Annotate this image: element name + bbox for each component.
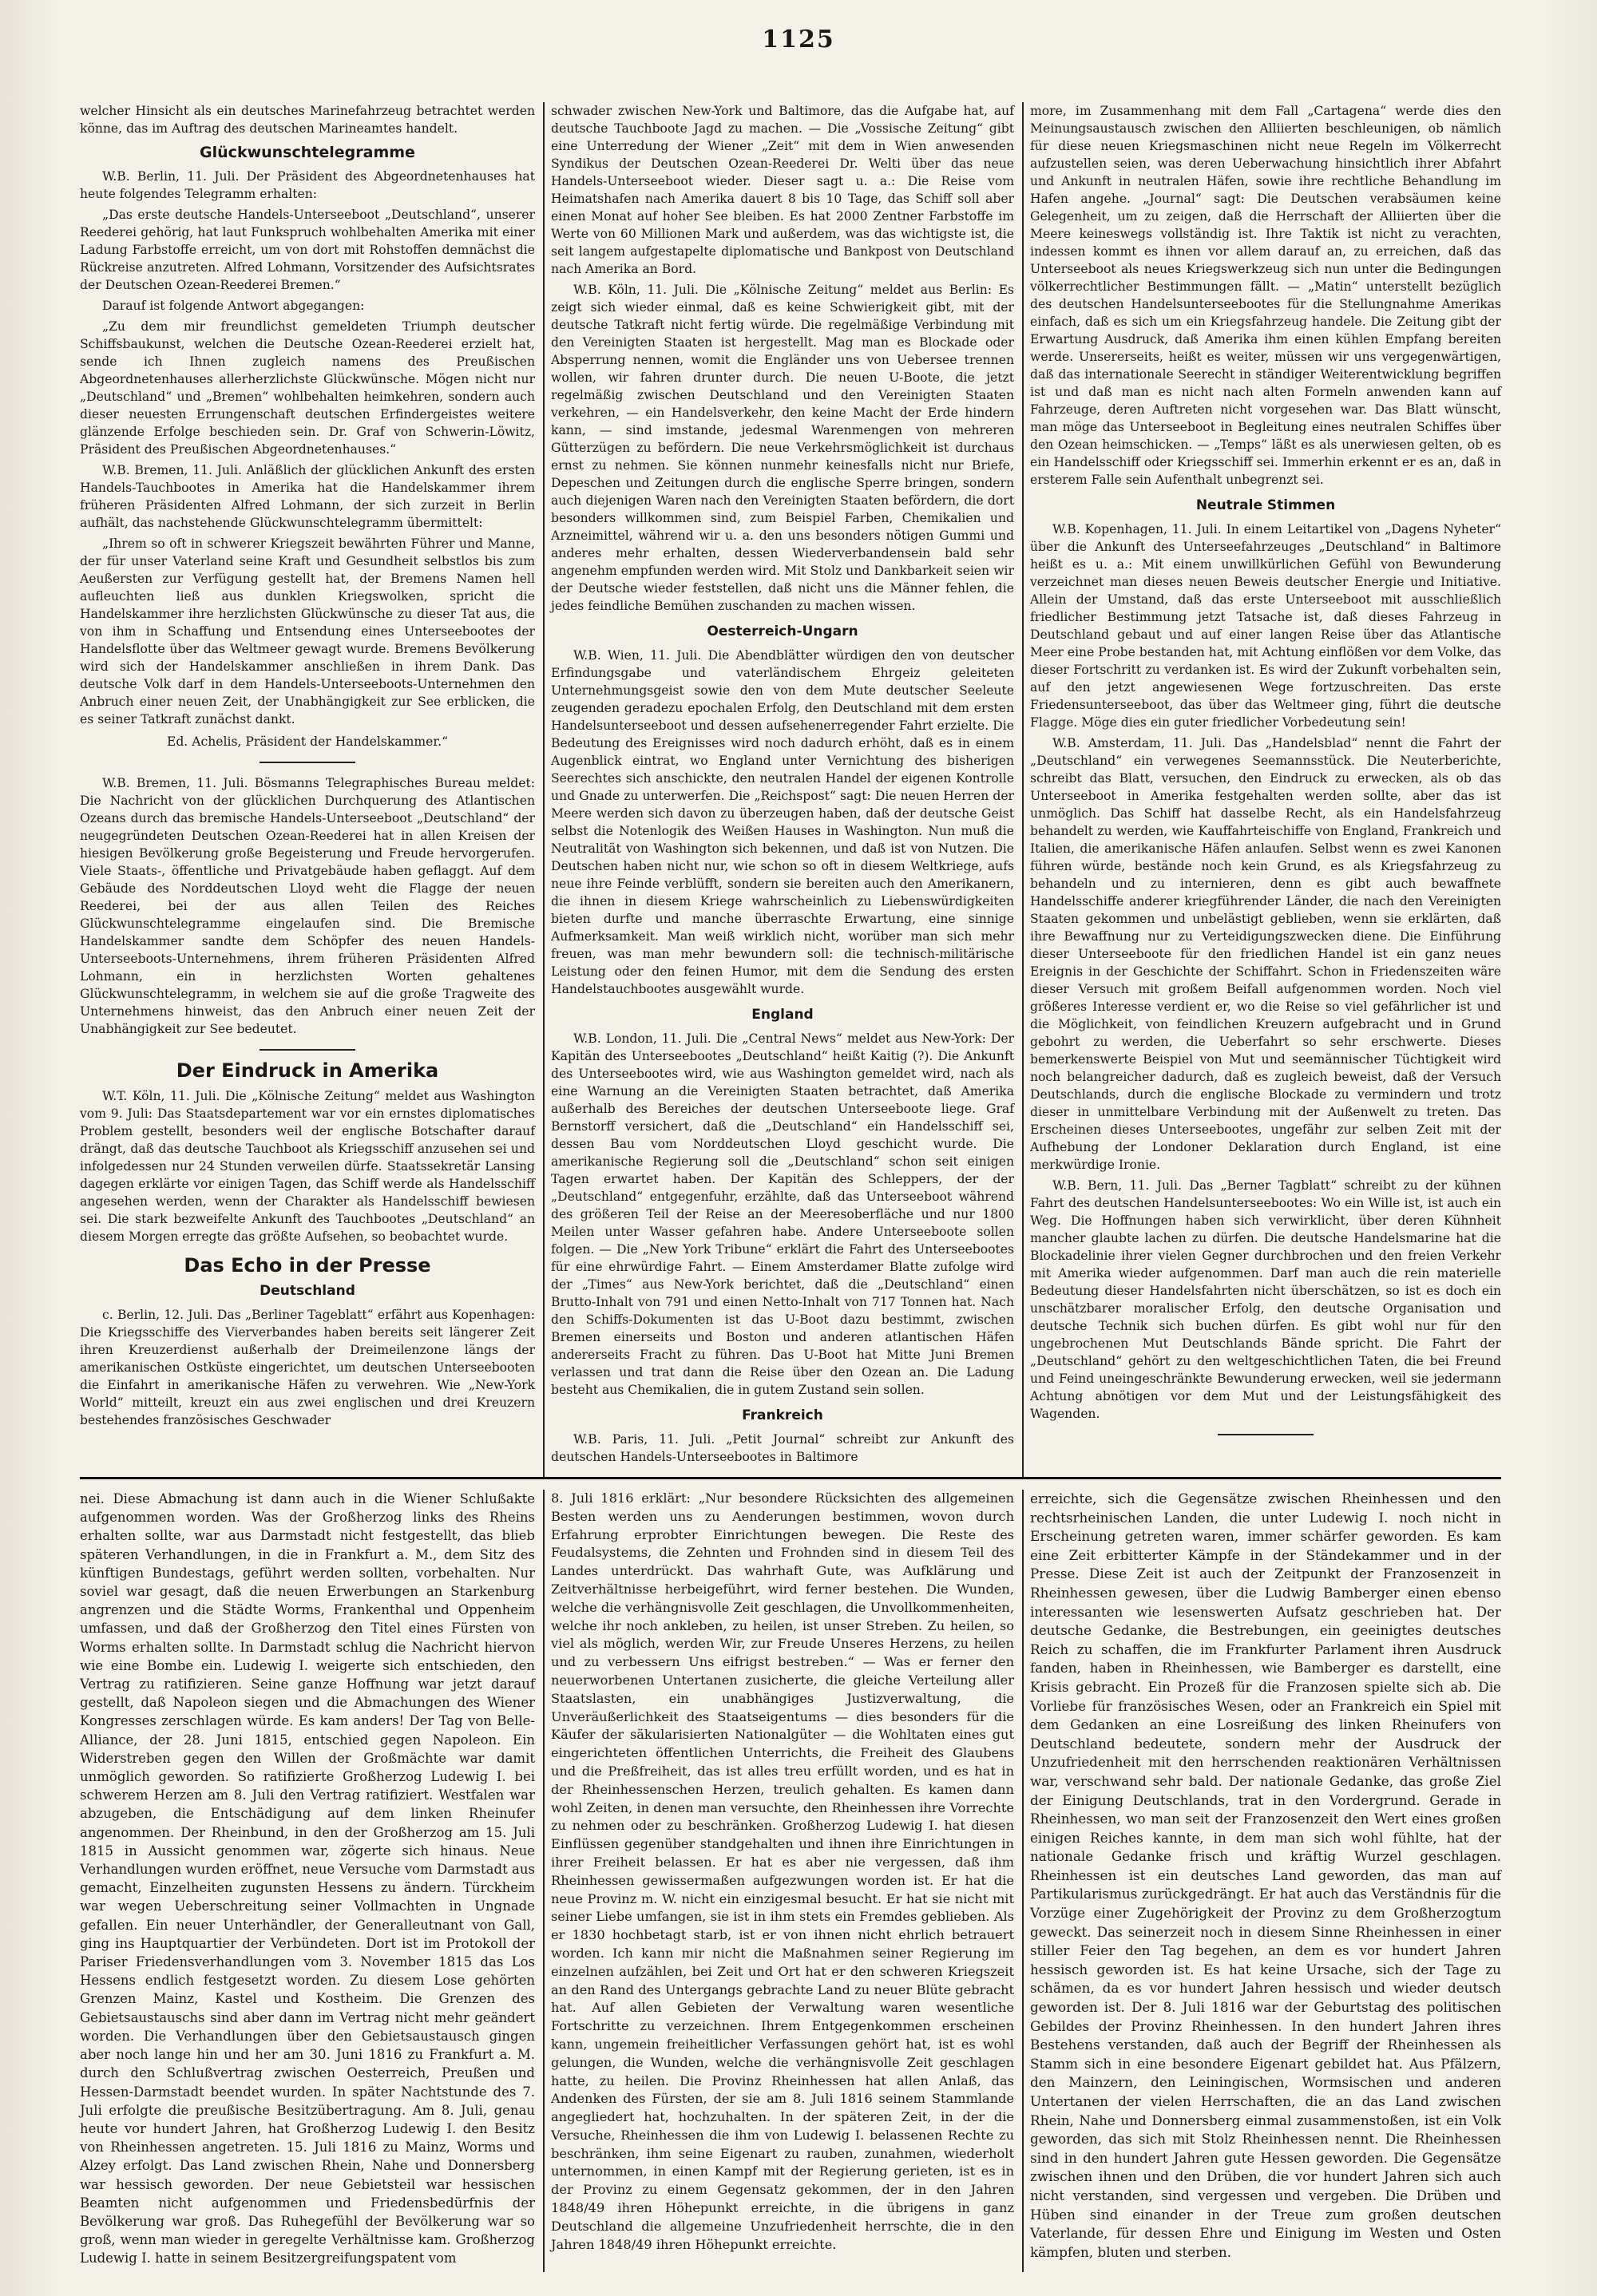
column-divider: [543, 1490, 545, 2272]
page-number: 1125: [762, 26, 835, 53]
column-2: [551, 102, 1014, 1469]
article-paragraph: W.B. Bern, 11. Juli. Das „Berner Tagblatt“ schreibt zu der kühnen Fahrt des deutschen Handelsunterseebootes: Wo ein Wille ist, ist auch ein Weg. Die Hoffnungen haben sich verwirklicht, über deren Kühnheit mancher glaubte lachen zu dürfen. Die deutsche Handelsmarine hat die Blockadelinie ihrer vielen Gegner durchbrochen und den freien Verkehr mit Amerika wieder aufgenommen. Darf man auch die rein materielle Bedeutung dieser Handelsfahrten nicht überschätzen, so ist es doch ein unschätzbarer moralischer Erfolg, den deutsche Organisation und deutsche Technik sich buchen dürfen. Es gibt wohl nur für den ungebrochenen Mut Deutschlands Bände spricht. Die Fahrt der „Deutschland“ gehört zu den weltgeschichtlichen Taten, die bei Freund und Feind uneingeschränkte Bewunderung erwecken, weil sie jedermann Achtung abnötigen vor dem Mut und der Leistungsfähigkeit des Wagenden.: [1030, 1178, 1501, 1421]
scan-edge-left: [0, 0, 64, 2296]
article-paragraph: W.B. Kopenhagen, 11. Juli. In einem Leitartikel von „Dagens Nyheter“ über die Ankunft des Unterseefahrzeuges „Deutschland“ in Baltimore heißt es u. a.: Mit einem unwillkürlichen Gefühl von Bewunderung verzeichnet man dieses neuen Beweis deutscher Energie und Initiative. Allein der Umstand, daß das erste Unterseeboot mit ausschließlich friedlicher Bestimmung jetzt Tatsache ist, daß dieses Fahrzeug in Deutschland gebaut und auf einer langen Reise über das Atlantische Meer eine Probe bestanden hat, mit Achtung einflößen vor dem Volke, das dieser Fortschritt zu verdanken ist. Es wird der Zukunft vorbehalten sein, auf den jetzt angewiesenen Wege fortzuschreiten. Das erste Friedensunterseeboot, das über das Weltmeer ging, führt die deutsche Flagge. Möge dies ein guter friedlicher Vorbedeutung sein!: [1030, 522, 1501, 730]
subsection-heading: Deutschland: [260, 1283, 355, 1299]
column-3: [1030, 102, 1501, 1447]
article-paragraph: W.B. Amsterdam, 11. Juli. Das „Handelsblad“ nennt die Fahrt der „Deutschland“ ein verwegenes Seemannsstück. Die Neuterberichte, schreibt das Blatt, versuchen, den Eindruck zu erwecken, als ob das Unterseeboot in Amerika festgehalten werden sollte, aber das ist unmöglich. Das Schiff hat dasselbe Recht, als ein Handelsfahrzeug behandelt zu werden, wie Kauffahrteischiffe von England, Frankreich und Italien, die amerikanische Häfen anlaufen. Selbst wenn es zwei Kanonen führen würde, bestände noch kein Grund, es als Kriegsfahrzeug zu behandeln und zu internieren, denn es gibt auch bewaffnete Handelsschiffe anderer kriegführender Länder, die nach den Vereinigten Staaten gekommen und unbelästigt geblieben, wenn sie erklärten, daß ihre Bewaffnung nur zu Verteidigungszwecken diene. Die Einführung dieser Unterseeboote für den friedlichen Handel ist ein ganz neues Ereignis in der Geschichte der Schiffahrt. Schon in Friedenszeiten wäre dieser Versuch mit großem Beifall aufgenommen worden. Noch viel größeres Interesse verdient er, wo die Reise so viel gefährlicher ist und die Möglichkeit, von feindlichen Kreuzern aufgebracht und in Grund gebohrt zu werden, die Ueberfahrt so sehr erschwerte. Dieses bemerkenswerte Beispiel von Mut und seemännischer Tüchtigkeit wird noch belangreicher dadurch, daß es zugleich beweist, daß der Versuch Deutschlands, durch die englische Blockade zu vermindern und trotz dieser in unmittelbare Verbindung mit der Außenwelt zu treten. Das Erscheinen dieses Unterseebootes, ungefähr zur selben Zeit mit der Aufhebung der Londoner Deklaration durch England, ist eine merkwürdige Ironie.: [1030, 736, 1501, 1172]
article-paragraph: „Zu dem mir freundlichst gemeldeten Triumph deutscher Schiffsbaukunst, welchen die Deutsche Ozean-Reederei erzielt hat, sende ich Ihnen zugleich namens des Preußischen Abgeordnetenhauses allerherzlichste Glückwünsche. Mögen nicht nur „Deutschland“ und „Bremen“ wohlbehalten heimkehren, sondern auch dieser neuesten Errungenschaft deutschen Erfindergeistes weitere glänzende Erfolge beschieden sein. Dr. Graf von Schwerin-Löwitz, Präsident des Preußischen Abgeordnetenhauses.“: [80, 319, 535, 457]
article-paragraph: W.T. Köln, 11. Juli. Die „Kölnische Zeitung“ meldet aus Washington vom 9. Juli: Das Staatsdepartement war vor ein ernstes diplomatisches Problem gestellt, besonders weil der englische Botschafter darauf drängt, daß das deutsche Tauchboot als Kriegsschiff anzusehen sei und infolgedessen nur 24 Stunden verweilen dürfe. Staatssekretär Lansing dagegen erklärte vor einigen Tagen, das Schiff werde als Handelsschiff angesehen werden, wenn der Charakter als Handelsschiff bewiesen sei. Die stark bezweifelte Ankunft des Tauchbootes „Deutschland“ an diesem Morgen erregte das größte Aufsehen, so beobachtet wurde.: [80, 1089, 535, 1244]
section-divider: [80, 1477, 1501, 1479]
article-paragraph: 8. Juli 1816 erklärt: „Nur besondere Rücksichten des allgemeinen Besten werden uns zu Aenderungen bestimmen, wovon durch Erfahrung erprobter Einrichtungen bewegen. Die Reste des Feudalsystems, die Zehnten und Frohnden sind in diesem Teil des Landes unterdrückt. Das wahrhaft Gute, was Aufklärung und Zeitverhältnisse herbeigeführt, wird ferner bestehen. Die Wunden, welche die verhängnisvolle Zeit geschlagen, die Unvollkommenheiten, welche ihr noch ankleben, zu heilen, ist unser Streben. Zu heilen, so viel als möglich, werden Wir, zur Freude Unseres Herzens, zu heilen und zu verbessern Uns eifrigst bestreben.“ — Was er ferner den neuerworbenen Untertanen zusicherte, die gleiche Verteilung aller Staatslasten, ein unabhängiges Justizverwaltung, die Unveräußerlichkeit des Staatseigentums — dies besonders für die Käufer der säkularisierten Nationalgüter — die Wohltaten eines gut eingerichteten öffentlichen Unterrichts, die Freiheit des Glaubens und die Preßfreiheit, das ist alles treu erfüllt worden, und es hat in der Rheinhessenschen Herzen, treulich gehalten. Es kamen dann wohl Zeiten, in denen man versuchte, den Rheinhessen ihre Vorrechte zu nehmen oder zu beschränken. Großherzog Ludewig I. hat diesen Einflüssen gegenüber standgehalten und ihnen ihre Einrichtungen in ihrer Freiheit belassen. Er hat es aber nie vergessen, daß ihm Rheinhessen gewissermaßen aufgezwungen worden ist. Er hat die neue Provinz m. W. nicht ein einzigesmal besucht. Er hat sie nicht mit seiner Liebe umfangen, sie ist in ihm stets ein Fremdes geblieben. Als er 1830 hochbetagt starb, ist er von ihnen nicht ehrlich betrauert worden. Ich kann mir nicht die Maßnahmen seiner Regierung im einzelnen aufzählen, bei Zeit und Ort hat er den schweren Kriegszeit an den Rand des Untergangs gebrachte Land zu neuer Blüte gebracht hat. Auf allen Gebieten der Verwaltung waren wesentliche Fortschritte zu verzeichnen. Ihrem Entgegenkommen erscheinen kann, ungemein freiheitlicher Verfassungen gehört hat, ist es wohl gelungen, die Wunden, welche die verhängnisvolle Zeit geschlagen hatte, zu heilen. Die Provinz Rheinhessen hat allen Anlaß, das Andenken des Fürsten, der sie am 8. Juli 1816 seinem Stammlande angegliedert hat, hochzuhalten. In der späteren Zeit, in der die Versuche, Rheinhessen die ihm von Ludewig I. belassenen Rechte zu beschränken, ihm seine Eigenart zu rauben, zunahmen, wiederholt unternommen, in einen Kampf mit der Regierung gerieten, ist es in der Provinz zu einem Gegensatz gekommen, der in den Jahren 1848/49 ihren Höhepunkt erreichte, in die übrigens in ganz Deutschland die allgemeine Unzufriedenheit herrschte, die in den Jahren 1848/49 ihren Höhepunkt erreichte.: [551, 1490, 1014, 2252]
column-divider: [543, 102, 545, 1477]
section-heading: Glückwunschtelegramme: [200, 144, 415, 161]
subsection-heading: Neutrale Stimmen: [1195, 497, 1336, 513]
subsection-heading: Frankreich: [742, 1407, 823, 1423]
section-heading: Das Echo in der Presse: [184, 1254, 431, 1277]
subsection-heading: Oesterreich-Ungarn: [707, 623, 858, 639]
column-1: [80, 102, 535, 1432]
article-paragraph: welcher Hinsicht als ein deutsches Marinefahrzeug betrachtet werden könne, das im Auftrag des deutschen Marineamtes handelt.: [80, 104, 535, 136]
subsection-heading: England: [751, 1007, 814, 1023]
article-paragraph: „Das erste deutsche Handels-Unterseeboot „Deutschland“, unserer Reederei gehörig, hat laut Funkspruch wohlbehalten Amerika mit einer Ladung Farbstoffe erreicht, um von dort mit Rohstoffen demnächst die Rückreise anzutreten. Alfred Lohmann, Vorsitzender des Aufsichtsrates der Deutschen Ozean-Reederei Bremen.“: [80, 208, 535, 292]
feuilleton-column-1: [80, 1490, 535, 2271]
short-rule: [1218, 1434, 1314, 1435]
article-paragraph: W.B. Berlin, 11. Juli. Der Präsident des Abgeordnetenhauses hat heute folgendes Telegramm erhalten:: [80, 169, 535, 201]
article-paragraph: more, im Zusammenhang mit dem Fall „Cartagena“ werde dies den Meinungsaustausch zwischen den Alliierten beschleunigen, ob nämlich für diese neuen Kriegsmaschinen nicht neue Regeln im Völkerrecht aufzustellen seien, was deren Ueberwachung hinsichtlich ihrer Abfahrt und Ankunft in neutralen Häfen, sowie ihre rechtliche Behandlung im Hafen angehe. „Journal“ sagt: Die Deutschen verabsäumen keine Gelegenheit, um zu zeigen, daß die Herrschaft der Alliierten über die Meere keineswegs vollständig ist. Ihre Taktik ist nicht zu verachten, indessen kommt es ihnen vor allem darauf an, zu erreichen, daß das Unterseeboot als neues Kriegswerkzeug sich nun unter die Bedingungen völkerrechtlicher Bestimmungen fällt. — „Matin“ unterstellt bezüglich des deutschen Handelsunterseebootes für die Stellungnahme Amerikas einfach, daß es sich um ein Kriegsfahrzeug handele. Die Zeitung gibt der Erwartung Ausdruck, daß Amerika ihm einen kühlen Empfang bereiten werde. Unsererseits, heißt es weiter, müssen wir uns vergegenwärtigen, daß das internationale Seerecht in ständiger Weiterentwicklung begriffen ist und daß man es nicht nach alten Formeln anwenden kann auf Fahrzeuge, deren Auftreten nicht vorgesehen war. Das Blatt wünscht, man möge das Unterseeboot in Begleitung eines neutralen Schiffes über den Ozean heimschicken. — „Temps“ läßt es als unerwiesen gelten, ob es ein Handelsschiff oder Kriegsschiff sei. Immerhin erkennt er es an, daß in ersterem Falle sein Aufenthalt unbegrenzt sei.: [1030, 104, 1501, 487]
article-paragraph: W.B. Köln, 11. Juli. Die „Kölnische Zeitung“ meldet aus Berlin: Es zeigt sich wieder einmal, daß es keine Schwierigkeit gibt, mit der deutsche Tatkraft nicht fertig würde. Die regelmäßige Verbindung mit den Vereinigten Staaten ist hergestellt. Mag man es Blockade oder Absperrung nennen, womit die Engländer uns von Uebersee trennen wollen, wir fahren drunter durch. Die neuen U-Boote, die jetzt regelmäßig zwischen Deutschland und den Vereinigten Staaten verkehren, — ein Handelsverkehr, den keine Macht der Erde hindern kann, — sind imstande, jedesmal Warenmengen von mehreren Gütterzügen zu befördern. Die neue Verkehrsmöglichkeit ist durchaus ernst zu nehmen. Sie können nunmehr keinesfalls nicht nur Briefe, Depeschen und Zeitungen durch die englische Sperre bringen, sondern auch diejenigen Waren nach den Vereinigten Staaten befördern, die dort besonders willkommen sind, zum Beispiel Farben, Chemikalien und Arzneimittel, während wir u. a. den uns besonders nötigen Gummi und anderes mehr erhalten, dessen Wiederverbandensein bald sehr angenehm empfunden werden wird. Mit Stolz und Dankbarkeit seien wir der Deutsche wieder feststellen, daß nicht uns die Männer fehlen, die jedes feindliche Bemühen zuschanden zu machen wissen.: [551, 283, 1014, 613]
article-paragraph: nei. Diese Abmachung ist dann auch in die Wiener Schlußakte aufgenommen worden. Was der Großherzog links des Rheins erhalten sollte, war aus Darmstadt nicht festgestellt, das blieb späteren Verhandlungen, in die in Frankfurt a. M., dem Sitz des künftigen Bundestags, geführt werden sollten, vorbehalten. Nur soviel war gesagt, daß die neuen Erwerbungen an Starkenburg angrenzen und die Städte Worms, Frankenthal und Oppenheim umfassen, und daß der Großherzog den Titel eines Fürsten von Worms erhalten sollte. In Darmstadt schlug die Nachricht hiervon wie eine Bombe ein. Ludewig I. weigerte sich entschieden, den Vertrag zu ratifizieren. Seine ganze Hoffnung war jetzt darauf gestellt, daß Napoleon siegen und die Abmachungen des Wiener Kongresses zerschlagen würde. Es kam anders! Der Tag von Belle-Alliance, der 28. Juni 1815, entschied gegen Napoleon. Ein Widerstreben gegen den Willen der Großmächte war damit unmöglich geworden. So ratifizierte Großherzog Ludewig I. bei schwerem Herzen am 8. Juli den Vertrag ratifiziert. Westfalen war abzugeben, die Entschädigung auf dem linken Rheinufer angenommen. Der Rheinbund, in den der Großherzog am 15. Juli 1815 in Aussicht genommen war, zögerte sich hinaus. Neue Verhandlungen wurden eröffnet, neue Versuche vom Darmstadt aus gemacht, Einzelheiten zugunsten Hessens zu ändern. Türckheim war wegen Ueberschreitung seiner Vollmachten in Ungnade gefallen. Ein neuer Unterhändler, der Generalleutnant von Gall, ging ins Hauptquartier der Verbündeten. Dort ist im Protokoll der Pariser Friedensverhandlungen vom 3. November 1815 das Los Hessens endlich festgesetzt worden. Zu diesem Lose gehörten Grenzen Mainz, Kastel und Kostheim. Die Grenzen des Gebietsaustauschs sind aber dann im Vertrag nicht mehr geändert worden. Die Verhandlungen über den Gebietsaustausch gingen aber noch lange hin und her am 30. Juni 1816 zu Frankfurt a. M. durch den Schlußvertrag zwischen Oesterreich, Preußen und Hessen-Darmstadt beendet wurden. In später Nachtstunde des 7. Juli erfolgte die preußische Besitzübertragung. Am 8. Juli, genau heute vor hundert Jahren, hat Großherzog Ludewig I. den Besitz von Rheinhessen angetreten. 15. Juli 1816 zu Mainz, Worms und Alzey erfolgt. Das Land zwischen Rhein, Nahe und Donnersberg war hessisch geworden. Der neue Gebietsteil war hessischen Beamten nicht aufgenommen und Friedensbedürfnis der Bevölkerung war groß. Das Ruhegefühl der Bevölkerung war so groß, wenn man wieder in geregelte Verhältnisse kam. Großherzog Ludewig I. hatte in seinem Besitzergreifungspatent vom: [80, 1491, 535, 2266]
scan-edge-right: [1533, 0, 1597, 2296]
article-paragraph: erreichte, sich die Gegensätze zwischen Rheinhessen und den rechtsrheinischen Landen, die unter Ludewig I. noch nicht in Erscheinung getreten waren, immer schärfer geworden. Es kam eine Zeit erbitterter Kämpfe in der Ständekammer und in der Presse. Diese Zeit ist auch der Zeitpunkt der Franzosenzeit in Rheinhessen gewesen, über die Ludwig Bamberger einen ebenso interessanten wie lesenswerten Aufsatz geschrieben hat. Der deutsche Gedanke, die Bestrebungen, ein geeinigtes deutsches Reich zu schaffen, die im Frankfurter Parlament ihren Ausdruck fanden, haben in Rheinhessen, wie Bamberger es darstellt, eine Krisis gebracht. Ein Prozeß für die Franzosen spielte sich ab. Die Vorliebe für französisches Wesen, oder an Frankreich ein Spiel mit dem Gedanken an eine Losreißung des linken Rheinufers von Deutschland bedeutete, sondern mehr der Ausdruck der Unzufriedenheit mit den herrschenden reaktionären Verhältnissen war, verschwand sehr bald. Der nationale Gedanke, das große Ziel der Einigung Deutschlands, trat in den Vordergrund. Gerade in Rheinhessen, wo man seit der Franzosenzeit den Wert eines großen einigen Reiches kannte, in dem man sich wohl fühlte, hat der nationale Gedanke frisch und kräftig Wurzel geschlagen. Rheinhessen ist ein deutsches Land geworden, das man auf Partikularismus zurückgedrängt. Er hat auch das Verständnis für die Vorzüge einer Zugehörigkeit der Provinz zu dem Großherzogtum geweckt. Das seinerzeit noch in diesem Sinne Rheinhessen in einer stiller Feier den Tag begehen, an dem es vor hundert Jahren hessisch geworden ist. Es hat keine Ursache, sich der Tage zu schämen, da es vor hundert Jahren hessisch und wieder deutsch geworden ist. Der 8. Juli 1816 war der Geburtstag des politischen Gebildes der Provinz Rheinhessen. In den hundert Jahren ihres Bestehens verstanden, daß auch der Begriff der Rheinhessen als Stamm sich in eine besondere Eigenart gebildet hat. Aus Pfälzern, den Mainzern, den Leiningischen, Wormsischen und anderen Untertanen der vielen Herrschaften, die an das Land zwischen Rhein, Nahe und Donnersberg einmal zusammenstoßen, ist ein Volk geworden, das sich mit Stolz Rheinhessen nennt. Die Rheinhessen sind in den hundert Jahren gute Hessen geworden. Die Gegensätze zwischen ihnen und den Drüben, die vor hundert Jahren sich auch nicht verstanden, sind vergessen und vergeben. Die Drüben und Hüben sind einander in der Treue zum großen deutschen Vaterlande, für dessen Ehre und Einigung im Westen und Osten kämpfen, bluten und sterben.: [1030, 1490, 1501, 2260]
short-rule: [260, 1049, 355, 1051]
article-paragraph: W.B. Wien, 11. Juli. Die Abendblätter würdigen den von deutscher Erfindungsgabe und vaterländischem Ehrgeiz geleiteten Unternehmungsgeist sowie den von dem Mute deutscher Seeleute zeugenden geradezu epochalen Erfolg, den Deutschland mit dem ersten Handelsunterseeboot und dessen aufsehenerregender Fahrt erzielte. Die Bedeutung des Ereignisses wird noch dadurch erhöht, daß es in einem Augenblick eintrat, wo England unter Vernichtung des bisherigen Seerechtes sich anschickte, den neutralen Handel der eigenen Kontrolle und Gnade zu unterwerfen. Die „Reichspost“ sagt: Die neuen Herren der Meere werden sich davon zu überzeugen haben, daß der deutsche Geist selbst die Notenlogik des Weißen Hauses in Washington. Nun muß die Neutralität von Washington sich bekennen, und daß ist von Nutzen. Die Deutschen haben nicht nur, wie schon so oft in diesem Weltkriege, aufs neue ihre Feinde verblüfft, sondern sie bereiten auch den Amerikanern, die ihnen in diesem Kriege wahrscheinlich zu Liebenswürdigkeiten bieten durfte und manche überraschte Erwartung, eine sinnige Aufmerksamkeit. Man weiß wirklich nicht, worüber man sich mehr freuen, was man mehr bewundern soll: die technisch-militärische Leistung oder den feinen Humor, mit dem die Sendung des ersten Handelstauchbootes ausgewählt wurde.: [551, 648, 1014, 996]
signature-line: Ed. Achelis, Präsident der Handelskammer.“: [166, 734, 449, 749]
article-paragraph: c. Berlin, 12. Juli. Das „Berliner Tageblatt“ erfährt aus Kopenhagen: Die Kriegsschiffe des Vierverbandes haben bereits seit längerer Zeit ihren Kreuzerdienst außerhalb der Dreimeilenzone längs der amerikanischen Ostküste eingerichtet, um deutschen Unterseebooten die Einfahrt in amerikanische Häfen zu verwehren. Wie „New-York World“ mitteilt, kreuzt ein aus zwei englischen und drei Kreuzern bestehendes französisches Geschwader: [80, 1308, 535, 1427]
article-paragraph: Darauf ist folgende Antwort abgegangen:: [102, 299, 365, 313]
column-divider: [1022, 102, 1024, 1477]
article-paragraph: W.B. Bremen, 11. Juli. Bösmanns Telegraphisches Bureau meldet: Die Nachricht von der glücklichen Durchquerung des Atlantischen Ozeans durch das bremische Handels-Unterseeboot „Deutschland“ der neugegründeten Deutschen Ozean-Reederei hat in allen Kreisen der hiesigen Bevölkerung große Begeisterung und Freude hervorgerufen. Viele Staats-, öffentliche und Privatgebäude haben geflaggt. Auf dem Gebäude des Norddeutschen Lloyd weht die Flagge der neuen Reederei, bei der aus allen Teilen des Reiches Glückwunschtelegramme eingelaufen sind. Die Bremische Handelskammer sandte dem Schöpfer des neuen Handels-Unterseeboots-Unternehmens, ihrem früheren Präsidenten Alfred Lohmann, ein in herzlichsten Worten gehaltenes Glückwunschtelegramm, in welchem sie auf die große Tragweite des Unternehmens hinweist, das den Anbruch einer neuen Zeit der Unabhängigkeit zur See bedeutet.: [80, 776, 535, 1036]
article-paragraph: W.B. London, 11. Juli. Die „Central News“ meldet aus New-York: Der Kapitän des Unterseebootes „Deutschland“ heißt Kaitig (?). Die Ankunft des Unterseebootes wird, wie aus Washington gemeldet wird, nach als eine Warnung an die Vereinigten Staaten betrachtet, daß Amerika außerhalb des Bereiches der deutschen Unterseeboote liege. Graf Bernstorff versichert, daß die „Deutschland“ ein Handelsschiff sei, dessen Bau vom Norddeutschen Lloyd geschicht wurde. Die amerikanische Regierung soll die „Deutschland“ schon seit einigen Tagen erwartet haben. Der Kapitän des Schleppers, der der „Deutschland“ entgegenfuhr, erzählte, daß das Unterseeboot während des größeren Teil der Reise an der Meeresoberfläche und nur 1800 Meilen unter Wasser gefahren habe. Andere Unterseeboote sollen folgen. — Die „New York Tribune“ erklärt die Fahrt des Unterseebootes für eine ehrwürdige Fahrt. — Einem Amsterdamer Blatte zufolge wird der „Times“ aus New-York berichtet, daß die „Deutschland“ einen Brutto-Inhalt von 791 und einen Netto-Inhalt von 717 Tonnen hat. Nach den Schiffs-Dokumenten ist das U-Boot dazu bestimmt, zwischen Bremen einerseits und Boston und anderen atlantischen Häfen andererseits Fracht zu führen. Das U-Boot hat Mitte Juni Bremen verlassen und trat dann die Reise über den Ozean an. Die Ladung besteht aus Chemikalien, die in gutem Zustand sein sollen.: [551, 1031, 1014, 1397]
feuilleton-column-2: [551, 1490, 1014, 2257]
feuilleton-column-3: [1030, 1490, 1501, 2265]
article-paragraph: „Ihrem so oft in schwerer Kriegszeit bewährten Führer und Manne, der für unser Vaterland seine Kraft und Gesundheit selbstlos bis zum Aeußersten zur Verfügung gestellt hat, der Bremens Namen hell aufleuchten ließ aus dunklen Kriegswolken, spricht die Handelskammer ihre herzlichsten Glückwünsche zu dieser Tat aus, die von ihm in Schaffung und Entsendung eines Unterseebootes der Handelsflotte über das Weltmeer gewagt wurde. Bremens Bevölkerung wird sich der Handelskammer anschließen in ihrem Dank. Das deutsche Volk darf in dem Handels-Unterseeboots-Unternehmen den Anbruch einer neuen Zeit, der Unabhängigkeit zur See erblicken, die es seiner Tatkraft zunächst dankt.: [80, 536, 535, 726]
column-divider: [1022, 1490, 1024, 2272]
section-heading: Der Eindruck in Amerika: [176, 1059, 439, 1082]
article-paragraph: W.B. Paris, 11. Juli. „Petit Journal“ schreibt zur Ankunft des deutschen Handels-Unterseebootes in Baltimore: [551, 1432, 1014, 1464]
short-rule: [260, 762, 355, 763]
article-paragraph: W.B. Bremen, 11. Juli. Anläßlich der glücklichen Ankunft des ersten Handels-Tauchbootes in Amerika hat die Handelskammer ihrem früheren Präsidenten Alfred Lohmann, der sich zurzeit in Berlin aufhält, das nachstehende Glückwunschtelegramm übermittelt:: [80, 463, 535, 530]
article-paragraph: schwader zwischen New-York und Baltimore, das die Aufgabe hat, auf deutsche Tauchboote Jagd zu machen. — Die „Vossische Zeitung“ gibt eine Unterredung der Wiener „Zeit“ mit dem in Wien anwesenden Syndikus der Deutschen Ozean-Reederei Dr. Welti über das neue Handels-Unterseeboot wieder. Dieser sagt u. a.: Die Reise vom Heimatshafen nach Amerika dauert 8 bis 10 Tage, das Schiff soll aber einen Monat auf hoher See bleiben. Es hat 2000 Zentner Farbstoffe im Werte von 60 Millionen Mark und außerdem, was das wichtigste ist, die seit langem aufgestapelte diplomatische und Bankpost von Deutschland nach Amerika an Bord.: [551, 104, 1014, 276]
